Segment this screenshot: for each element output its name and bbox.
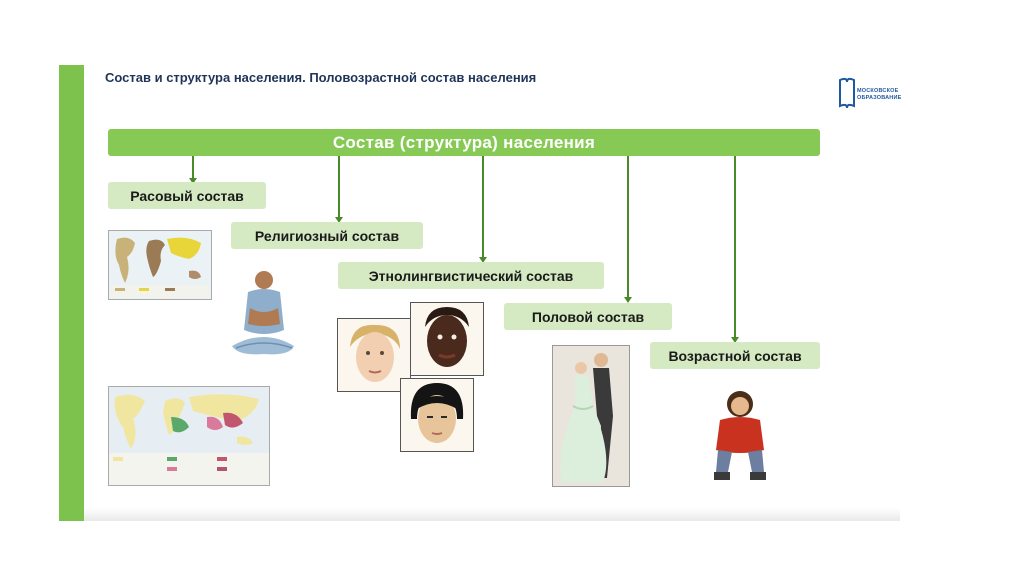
main-node: Состав (структура) населения [108, 129, 820, 156]
arrow-to-religion [338, 156, 340, 218]
arrow-to-sex [627, 156, 629, 298]
moscow-education-logo [838, 76, 902, 116]
asian-face-image [400, 378, 474, 452]
race-map-image [108, 230, 212, 300]
accent-bar [59, 65, 84, 521]
arrow-to-race [192, 156, 194, 179]
arrow-to-ethno [482, 156, 484, 258]
node-age: Возрастной состав [650, 342, 820, 369]
dancing-couple-image [552, 345, 630, 487]
slide-title: Состав и структура населения. Половозрастной состав населения [105, 70, 537, 85]
logo-text-line2: ОБРАЗОВАНИЕ [857, 95, 902, 101]
book-logo-icon [838, 76, 856, 112]
arrow-to-age [734, 156, 736, 338]
african-face-image [410, 302, 484, 376]
slide-bottom-edge [84, 508, 900, 521]
node-sex: Половой состав [504, 303, 672, 330]
node-religion: Религиозный состав [231, 222, 423, 249]
node-ethnolinguistic: Этнолингвистический состав [338, 262, 604, 289]
child-image [706, 388, 774, 486]
node-race: Расовый состав [108, 182, 266, 209]
religion-map-image [108, 386, 270, 486]
logo-text-line1: МОСКОВСКОЕ [857, 88, 899, 94]
meditating-person-image [228, 268, 298, 360]
